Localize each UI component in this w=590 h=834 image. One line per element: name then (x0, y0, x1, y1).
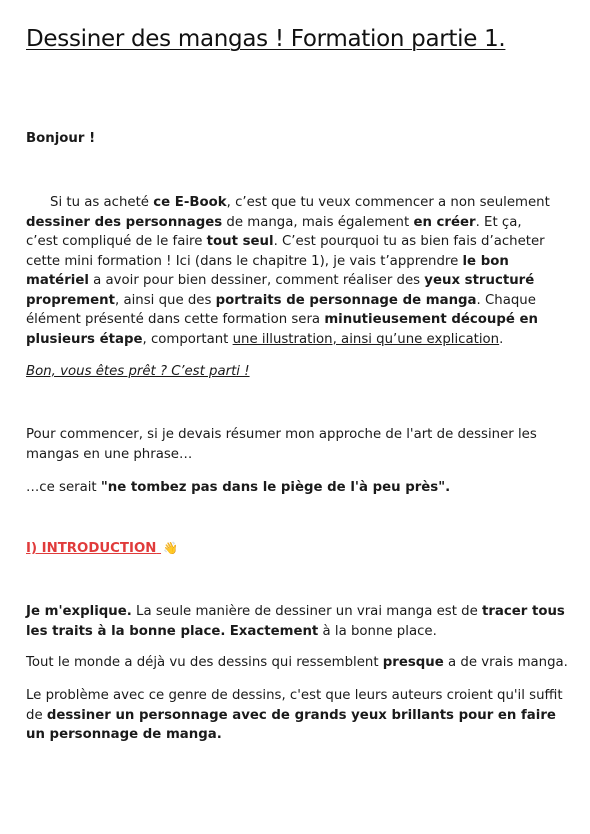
text-run: Le problème avec ce genre de dessins, c'est que leurs auteurs croient qu'il suffit de (26, 688, 563, 723)
bold-run: portraits de personnage de manga (215, 292, 477, 308)
bold-run: en créer (413, 214, 476, 230)
text-run: , c’est que tu veux commencer a non seulement (226, 195, 550, 210)
underlined-run: une illustration, ainsi qu’une explication (232, 331, 500, 347)
text-run: à la bonne place. (318, 623, 437, 639)
text-run: de manga, mais également (222, 214, 414, 230)
text-run: , ainsi que des (115, 292, 216, 308)
bold-run: dessiner des personnages (26, 214, 223, 230)
intro-paragraph (26, 193, 554, 349)
text-run: …ce serait (26, 480, 101, 495)
section-label: I) INTRODUCTION (26, 541, 157, 556)
problem-paragraph (26, 686, 574, 745)
bold-run: "ne tombez pas dans le piège de l'à peu près". (100, 480, 451, 495)
ready-line: Bon, vous êtes prêt ? C’est parti ! (26, 364, 250, 379)
text-run: . Chaque élément présenté dans cette formation sera (26, 292, 536, 327)
text-run: a avoir pour bien dessiner, comment réaliser des (88, 273, 425, 288)
text-run: . (499, 331, 504, 347)
approach-paragraph: Pour commencer, si je devais résumer mon approche de l'art de dessiner les mangas en une phrase… (26, 427, 537, 462)
bold-run: dessiner un personnage avec de grands yeux brillants pour en faire un personnage de manga. (26, 707, 556, 742)
bold-run: presque (382, 655, 444, 670)
bold-run: tout seul (206, 234, 274, 249)
explanation-paragraph (26, 602, 566, 641)
text-run: . C’est pourquoi tu as bien fais d’acheter cette mini formation ! Ici (dans le chapitre 1), je vais t’apprendre (26, 234, 545, 269)
bold-run: Exactement (229, 623, 319, 639)
quote-line (26, 478, 571, 498)
bold-run: Je m'explique. (26, 604, 132, 619)
text-run: Si tu as acheté (50, 195, 154, 210)
text-run: , comportant (142, 331, 233, 347)
almost-manga-paragraph (26, 653, 571, 673)
text-run: a de vrais manga. (443, 655, 568, 670)
bold-run: le bon matériel (26, 253, 509, 288)
page-title: Dessiner des mangas ! Formation partie 1. (26, 26, 506, 52)
bold-run: minutieusement découpé en plusieurs étape (26, 312, 538, 347)
text-run: La seule manière de dessiner un vrai manga est de (131, 604, 482, 619)
section-heading-introduction (26, 539, 571, 559)
waving-hand-icon: 👋 (163, 541, 178, 555)
greeting: Bonjour ! (26, 131, 96, 146)
bold-run: yeux structuré proprement (26, 273, 535, 308)
bold-run: tracer tous les traits à la bonne place. (26, 604, 565, 639)
text-run: Tout le monde a déjà vu des dessins qui ressemblent (26, 655, 383, 670)
bold-run: ce E-Book (153, 195, 227, 210)
text-run: . Et ça, c’est compliqué de le faire (26, 214, 522, 249)
